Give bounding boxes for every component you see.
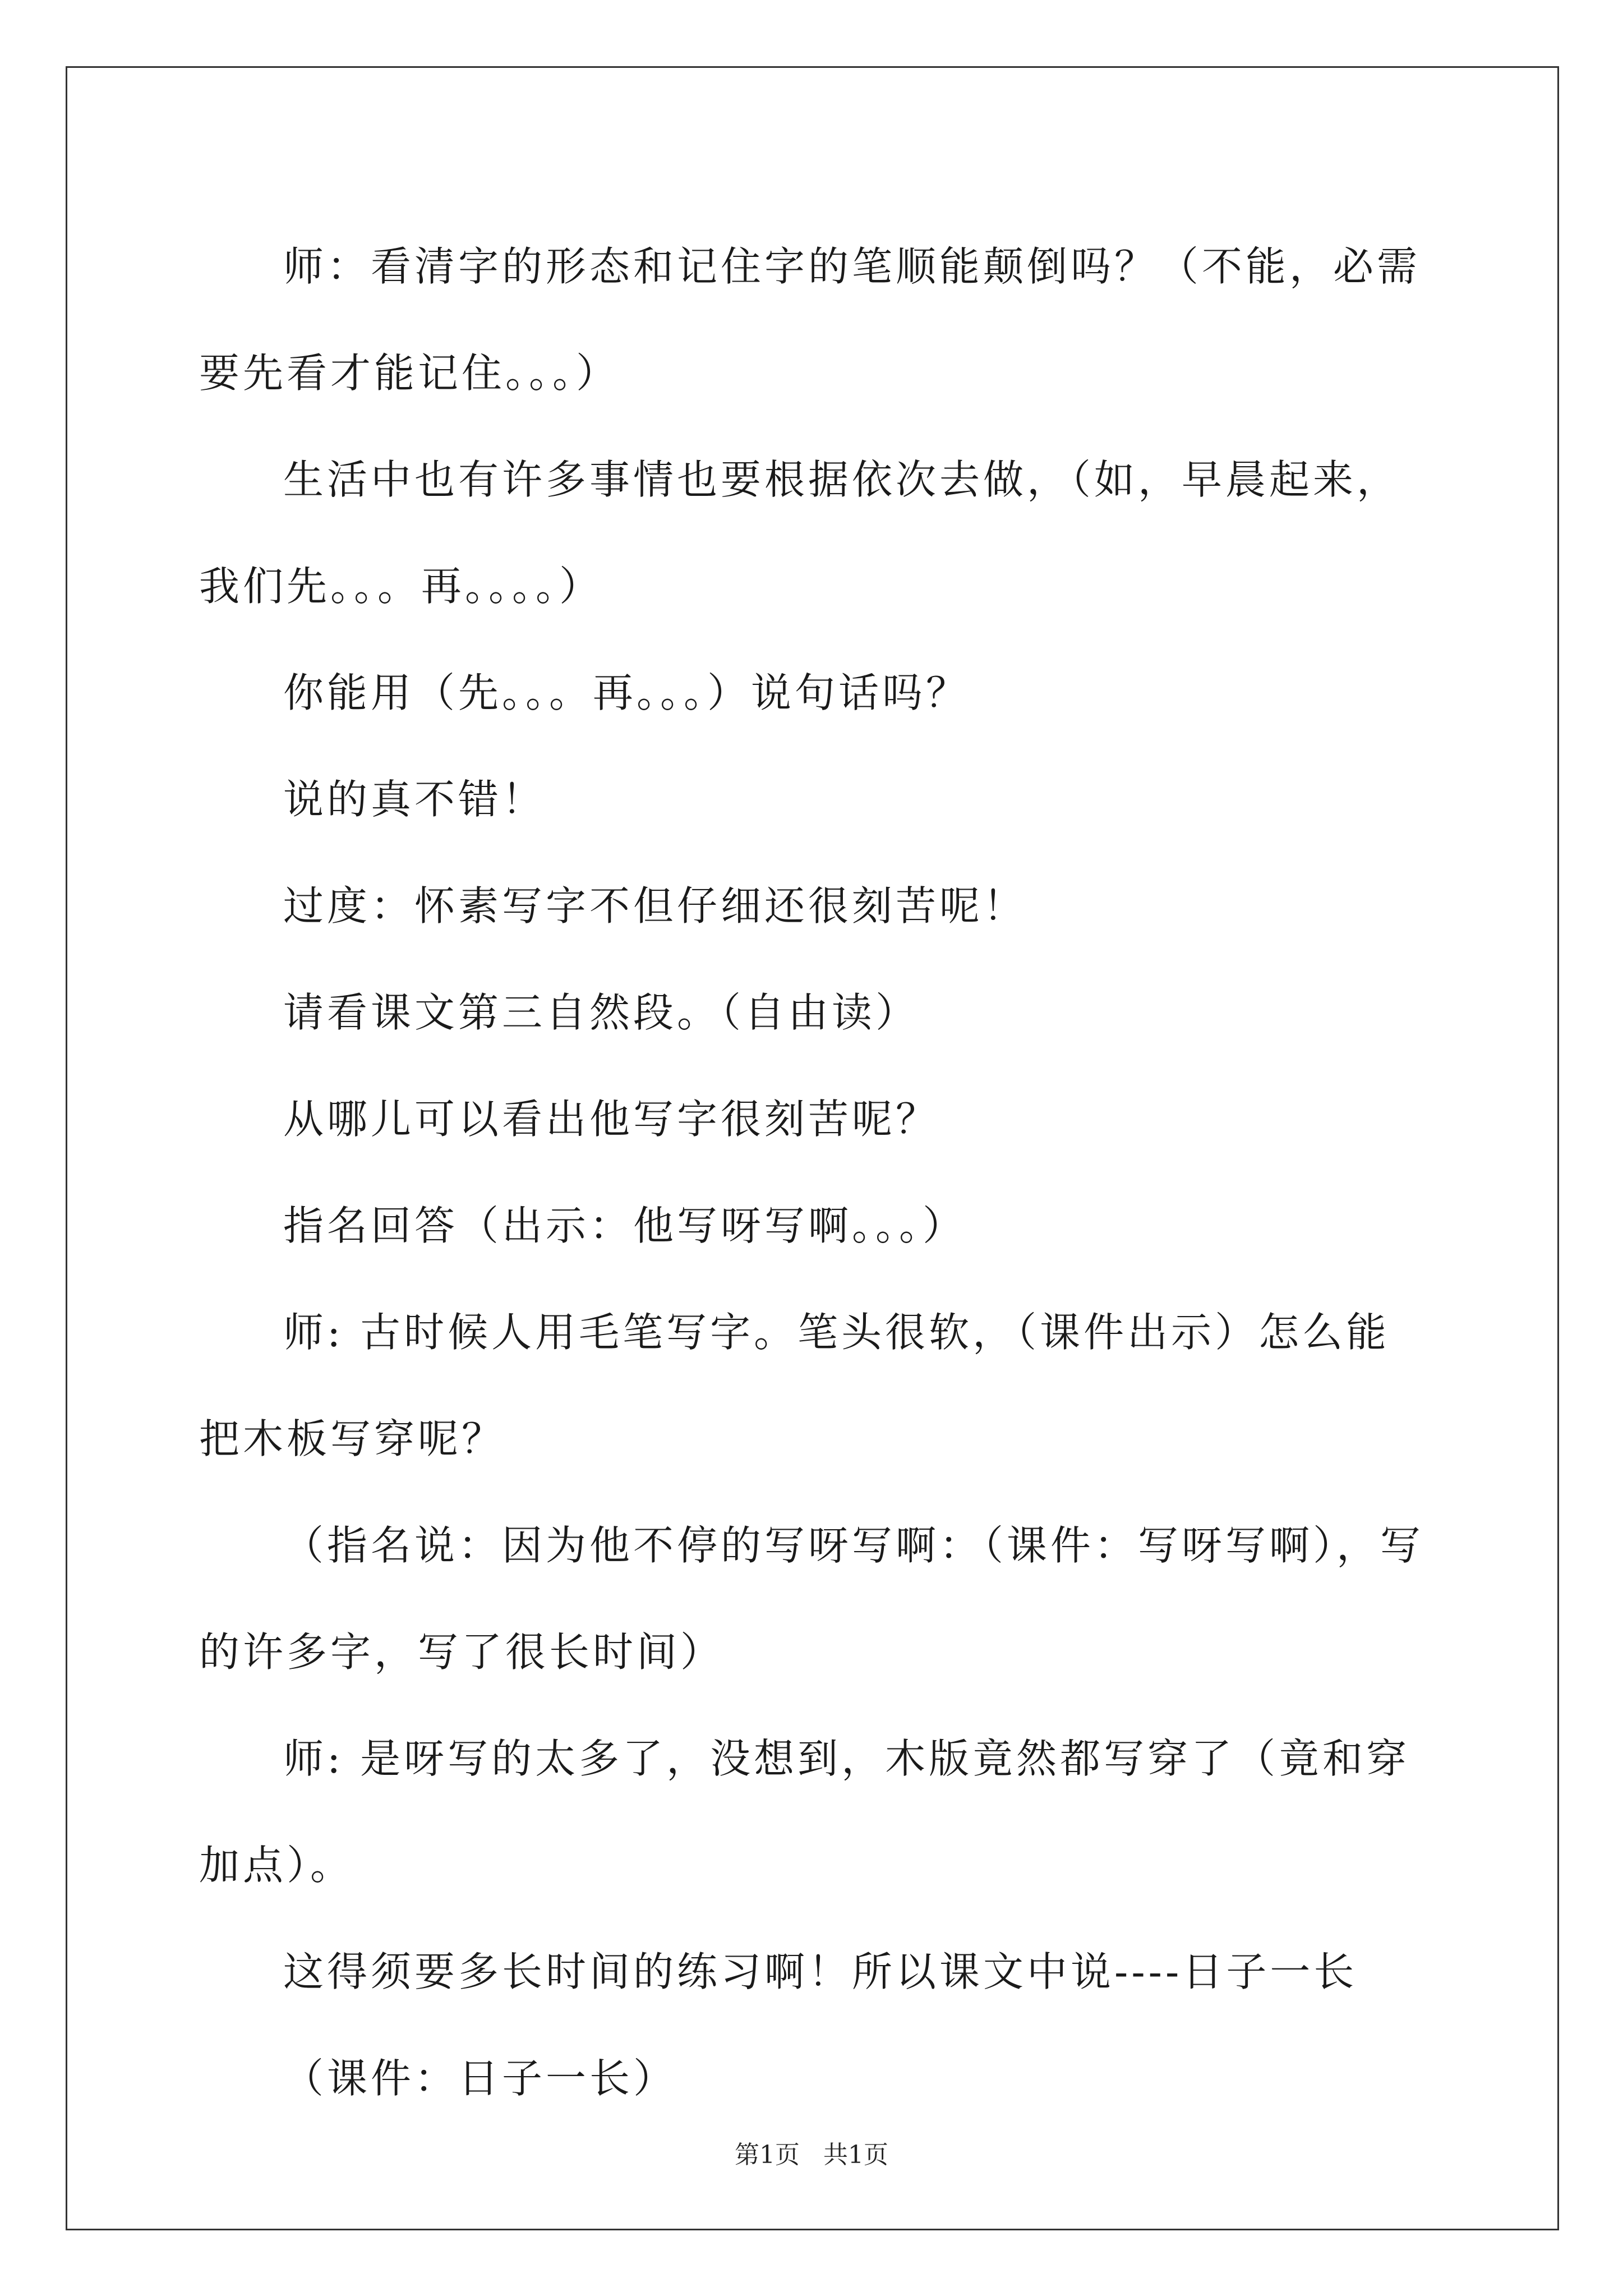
paragraph: 请看课文第三自然段。（自由读） — [283, 989, 920, 1036]
document-body — [199, 213, 1433, 2132]
paragraph: 生活中也有许多事情也要根据依次去做，（如，早晨起来，我们先。。。再。。。。） — [199, 456, 1401, 610]
paragraph: 这得须要多长时间的练习啊！所以课文中说----日子一长 — [283, 1948, 1358, 1995]
paragraph: 从哪儿可以看出他写字很刻苦呢？ — [283, 1096, 940, 1143]
paragraph: 你能用（先。。。再。。。）说句话吗？ — [283, 669, 970, 716]
paragraph: 师: 是呀写的太多了，没想到，木版竟然都写穿了（竟和穿加点）。 — [199, 1735, 1410, 1889]
paragraph: 过度：怀素写字不但仔细还很刻苦呢！ — [283, 882, 1027, 930]
paragraph: （课件：日子一长） — [283, 2055, 677, 2102]
page-footer: 第1页 共1页 — [735, 2141, 888, 2169]
paragraph: 指名回答（出示：他写呀写啊。。。） — [283, 1202, 967, 1249]
paragraph: 师：看清字的形态和记住字的笔顺能颠倒吗？（不能，必需要先看才能记住。。。） — [199, 243, 1421, 397]
paragraph: （指名说：因为他不停的写呀写啊：（课件：写呀写啊），写的许多字，写了很长时间） — [199, 1522, 1424, 1676]
paragraph: 师: 古时候人用毛笔写字。笔头很软，（课件出示）怎么能把木板写穿呢？ — [199, 1309, 1390, 1462]
paragraph: 说的真不错！ — [283, 776, 546, 823]
